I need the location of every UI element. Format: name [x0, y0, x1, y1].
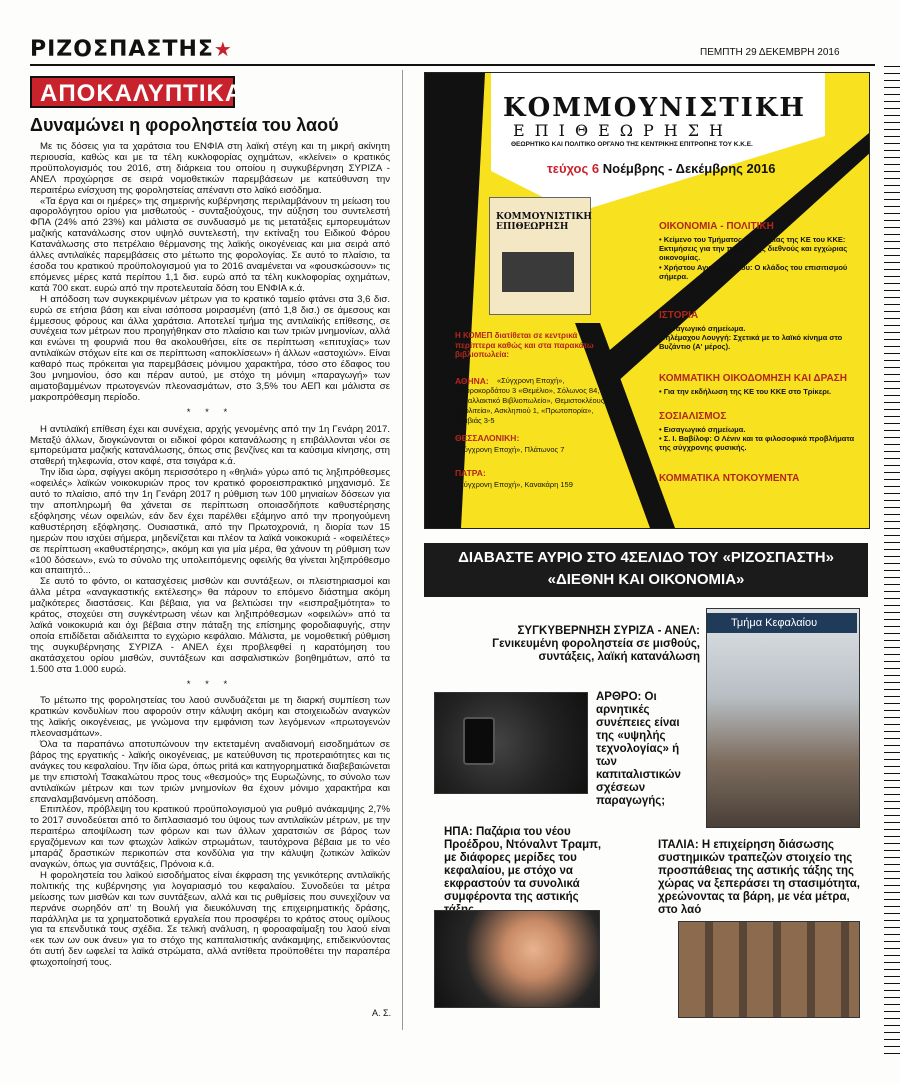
sign-text: Τμήμα Κεφαλαίου — [707, 613, 857, 633]
cover-title: ΚΟΜΜΟΥΝΙΣΤΙΚΗ ΕΠΙΘΕΩΡΗΣΗ — [496, 212, 592, 232]
section-divider: * * * — [186, 678, 234, 690]
ad-section-line: • Κείμενο του Τμήματος Οικονομίας της ΚΕ του ΚΚΕ: Εκτιμήσεις για την πορεία της διεθνούς και εγχώριας οικονομίας. — [659, 235, 848, 262]
car-phone-photo — [434, 692, 588, 794]
paragraph: «Τα έργα και οι ημέρες» της σημερινής κυβέρνησης περιλαμβάνουν τη μείωση του αφορολόγητου ορίου για μισθωτούς - συνταξιούχους, την αύξηση του συντελεστή ΦΠΑ (24% από 23%) και μάλιστα σε συνδυασμό με τις μετατάξεις εμπορευμάτων μαζικής κατανάλωσης στον υψηλό συντελεστή, την εκτίναξη του Ειδικού Φόρου Κατανάλωσης στο πετρέλαιο θέρμανσης της λαϊκής οικογένειας και μια σειρά από άλλες αντιλαϊκές παρεμβάσεις στο μέτωπο της φορολογίας. Σε αυτό το πλαίσιο, τα έσοδα του κρατικού προϋπολογισμού για το 2016 αναμένεται να «φουσκώσουν» τις επόμενες μέρες κατά περίπου 1,1 δισ. ευρώ από τα τέλη κυκλοφορίας οχημάτων, κατά 700 εκατ. ευρώ από την προτελευταία δόση του ΕΝΦΙΑ κ.ά. — [30, 195, 390, 294]
paragraph: Η αντιλαϊκή επίθεση έχει και συνέχεια, αρχής γενομένης από την 1η Γενάρη 2017. Μεταξύ άλλων, διογκώνονται οι ειδικοί φόροι κατανάλωσης η επιβάλλονται νέοι σε εμπορεύματα μαζικής κατανάλωσης, όπως στις βενζίνες και τα καύσιμα κίνησης, στη σταθερή τηλεφωνία, στον καφέ, στα τσιγάρα κ.ά. — [30, 423, 390, 468]
issue-date: ΠΕΜΠΤΗ 29 ΔΕΚΕΜΒΡΗ 2016 — [700, 47, 840, 58]
ad-section-line: • Χρήστου Αγγελόπουλου: Ο κλάδος του επισιτισμού σήμερα. — [659, 263, 848, 281]
column-rule — [402, 70, 403, 1030]
author-signature: Α. Σ. — [372, 1008, 392, 1018]
section-kicker: ΑΠΟΚΑΛΥΠΤΙΚΑ — [30, 76, 235, 108]
masthead — [30, 37, 233, 62]
ad-section-title: ΚΟΜΜΑΤΙΚΗ ΟΙΚΟΔΟΜΗΣΗ ΚΑΙ ΔΡΑΣΗ — [659, 373, 847, 384]
article-body — [30, 142, 390, 1022]
city-address: «Σύγχρονη Εποχή», Κανακάρη 159 — [455, 480, 573, 489]
promo-banner — [424, 543, 868, 597]
ad-section-title: ΚΟΜΜΑΤΙΚΑ ΝΤΟΚΟΥΜΕΝΤΑ — [659, 473, 800, 484]
paragraph: Το μέτωπο της φοροληστείας του λαού συνδυάζεται με τη διαρκή συμπίεση των κρατικών κονδυλίων που αφορούν στην κάλυψη ακόμη και στοιχειωδών αναγκών της λαϊκής οικογένειας, με γνώμονα την εμφάνιση των λεγόμενων «πρωτογενών πλεονασμάτων». — [30, 695, 390, 740]
paragraph: Την ίδια ώρα, σφίγγει ακόμη περισσότερο η «θηλιά» γύρω από τις ληξιπρόθεσμες «οφειλές» λαϊκών νοικοκυριών προς τον κρατικό φοροεισπρακτικό μηχανισμό. Σε αυτό το πλαίσιο, από την 1η Γενάρη 2017 η ρύθμιση των 100 μηνιαίων δόσεων για την αποπληρωμή θα χάνεται σε περίπτωση οποιασδήποτε καθυστέρησης εξόφλησης νέων οφειλών, εάν δεν έχει παρέλθει εξάμηνο από την προηγούμενη καθυστέρηση εξόφλησης. Ουσιαστικά, από την Πρωτοχρονιά, η διορία των 15 ημερών που ισχύει σήμερα, μηδενίζεται και πλέον τα λαϊκά νοικοκυριά - «οφειλέτες» σε περίπτωση «καθυστέρησης», ακόμη και για μία μέρα, θα χάνουν τη ρύθμιση των «100 δόσεων», ενώ το σύνολο της υπολειπόμενης οφειλής θα γίνεται ληξιπρόθεσμο και απαιτητό... — [30, 467, 390, 577]
komep-advertisement — [424, 72, 870, 529]
city-label: ΠΑΤΡΑ: — [455, 468, 486, 478]
paragraph: Με τις δόσεις για τα χαράτσια του ΕΝΦΙΑ στη λαϊκή στέγη και τη μικρή ακίνητη περιουσία, καθώς και με τα τέλη κυκλοφορίας οχημάτων, «κλείνει» ο κρατικός προϋπολογισμός του 2016, στη διάρκεια του οποίου η συγκυβέρνηση ΣΥΡΙΖΑ - ΑΝΕΛ προχώρησε σε σειρά νομοθετικών παρεμβάσεων με κατεύθυνση την περαιτέρω ενίσχυση της φοροληστείας απέναντι στο λαϊκό εισόδημα. — [30, 142, 390, 196]
bank-building-photo — [678, 921, 860, 1018]
city-label: ΘΕΣΣΑΛΟΝΙΚΗ: — [455, 433, 520, 443]
ad-section-line: • Για την εκδήλωση της ΚΕ του ΚΚΕ στο Τρίκερι. — [659, 387, 832, 396]
black-stripe — [425, 73, 485, 528]
ad-title: ΚΟΜΜΟΥΝΙΣΤΙΚΗ — [503, 93, 806, 123]
caption-italy: ΙΤΑΛΙΑ: Η επιχείρηση διάσωσης συστημικών τραπεζών στοιχείο της προσπάθειας της αστικής τάξης της χώρας να ξεπεράσει τη στασιμότητα, χρεώνοντας τα βάρη, με νέα μέτρα, στο λαό — [658, 839, 860, 916]
city-address: «Σύγχρονη Εποχή», Μαυροκορδάτου 3 «Θεμέλιο», Σόλωνος 84, «Εναλλακτικό Βιβλιοπωλείο», Θεμιστοκλέους 37 «Πολιτεία», Ασκληπιού 1, «Πρωτοπορία», Γραβιάς 3-5 — [455, 376, 615, 425]
issue-dates: Νοέμβρης - Δεκέμβρης 2016 — [602, 161, 776, 176]
ad-section-title: ΣΟΣΙΑΛΙΣΜΟΣ — [659, 411, 727, 422]
magazine-cover-image — [489, 197, 591, 315]
paragraph: Σε αυτό το φόντο, οι κατασχέσεις μισθών και συντάξεων, οι πλειστηριασμοί και άλλα μέτρα «αναγκαστικής εκτέλεσης» θα πάρουν το επόμενο διάστημα ακόμη μαζικότερες διαστάσεις. Και βέβαια, για να βελτιώσει την «εισπραξιμότητα» το κράτος, στοχεύει στη συγκέντρωση νέων και ληξιπρόθεσμων «οφειλών» από τα λαϊκά νοικοκυριά και όχι βέβαια στην πάταξη της επίσημης φοροδιαφυγής, στην οποία επιδίδεται αδιάλειπτα το εγχώριο κεφάλαιο. Μάλιστα, με νομοθετική ρύθμιση της συγκυβέρνησης ΣΥΡΙΖΑ - ΑΝΕΛ έχει προβλεφθεί η καρατόμηση του ακατάσχετου ορίου μισθών, συντάξεων και ασφαλιστικών βοηθημάτων, από τα 1.500 στα 1.000 ευρώ. — [30, 576, 390, 675]
cover-photo — [502, 252, 574, 292]
ad-section-line: • Εισαγωγικό σημείωμα. — [659, 324, 746, 333]
ad-section-line: •Τηλέμαχου Λουγγή: Σχετικά με το λαϊκό κίνημα στο Βυζάντιο (Α' μέρος). — [659, 333, 843, 351]
header-rule — [30, 64, 875, 66]
paragraph: Η φοροληστεία του λαϊκού εισοδήματος είναι έκφραση της γενικότερης αντιλαϊκής πολιτικής της κυβέρνησης για λογαριασμό του κεφαλαίου. Συνοδεύει τα μέτρα μείωσης των μισθών και των συντάξεων, αλλά και τις ρυθμίσεις που συνεχίζουν να περνάνε σωρηδόν απ' τη Βουλή για διευκόλυνση της επιχειρηματικής δράσης, παράλληλα με τα χρηματοδοτικά εργαλεία που προσφέρει το κράτος στους ομίλους για τα επενδυτικά τους σχέδια. Σε τελική ανάλυση, η φοροαφαίμαξη του λαού είναι «εκ των ων ουκ άνευ» για το στόχο της καπιταλιστικής ανάκαμψης, επιδεικνύοντας ότι αυτή δεν ωφελεί τα λαϊκά στρώματα, αλλά αντίθετα προϋποθέτει την παραπέρα φτωχοποίησή τους. — [30, 869, 390, 969]
ad-issue — [547, 161, 775, 176]
banner-line: «ΔΙΕΘΝΗ ΚΑΙ ΟΙΚΟΝΟΜΙΑ» — [547, 571, 745, 588]
ad-section-line: • Εισαγωγικό σημείωμα. — [659, 425, 746, 434]
ad-section-title: ΙΣΤΟΡΙΑ — [659, 310, 699, 321]
trump-photo — [434, 910, 600, 1008]
paragraph: Όλα τα παραπάνω αποτυπώνουν την εκτεταμένη αναδιανομή εισοδημάτων σε βάρος της εργατικής - λαϊκής οικογένειας, με κατεύθυνση τις προτεραιότητες και τις ανάγκες του κεφαλαίου. Την ίδια ώρα, όπως pritá και κατηγορηματικά διαβεβαιώνεται με την επιστολή Τσακαλώτου προς τους «θεσμούς» της Ευρωζώνης, το σύνολο των αντιλαϊκών μέτρων και των τριών μνημονίων θα έχουν μόνιμο χαρακτήρα και επαναλαμβανόμενη απόδοση. — [30, 739, 390, 805]
banner-line: ΔΙΑΒΑΣΤΕ ΑΥΡΙΟ ΣΤΟ 4ΣΕΛΙΔΟ ΤΟΥ «ΡΙΖΟΣΠΑΣΤΗ» — [458, 549, 834, 566]
ad-section-title: ΟΙΚΟΝΟΜΙΑ - ΠΟΛΙΤΙΚΗ — [659, 221, 774, 232]
caption-usa: ΗΠΑ: Παζάρια του νέου Προέδρου, Ντόναλντ Τραμπ, με διάφορες μερίδες του κεφαλαίου, με στόχο να εκφραστούν τα συνολικά συμφέροντα της αστικής — [444, 826, 602, 903]
ad-tagline: ΘΕΩΡΗΤΙΚΟ ΚΑΙ ΠΟΛΙΤΙΚΟ ΟΡΓΑΝΟ ΤΗΣ ΚΕΝΤΡΙΚΗΣ ΕΠΙΤΡΟΠΗΣ ΤΟΥ Κ.Κ.Ε. — [511, 141, 753, 148]
issue-number: τεύχος 6 — [547, 161, 600, 176]
page-edge-barcode — [884, 60, 900, 1060]
section-divider: * * * — [186, 406, 234, 418]
ad-section-line: • Σ. Ι. Βαβίλοφ: Ο Λένιν και τα φιλοσοφικά προβλήματα της σύγχρονης φυσικής. — [659, 434, 855, 452]
newspaper-title: ΡΙΖΟΣΠΑΣΤΗΣ — [30, 37, 214, 62]
paragraph: Επιπλέον, πρόβλεψη του κρατικού προϋπολογισμού για ρυθμό ανάκαμψης 2,7% το 2017 συνοδεύεται από το διπλασιασμό του ύψους των αντιλαϊκών μέτρων, με την περαιτέρω αποψίλωση των φόρων και των άλλων χαρατσιών σε βάρος των εργαζόμενων και των φτωχών λαϊκών στρωμάτων, ταυτόχρονα βέβαια με το νέο μπαράζ δραστικών περικοπών στα κονδύλια για την κάλυψη ζωτικών λαϊκών αναγκών, όπως για συντάξεις, Πρόνοια κ.ά. — [30, 804, 390, 870]
ad-subtitle-title: ΕΠΙΘΕΩΡΗΣΗ — [513, 121, 733, 140]
caption-article: ΑΡΘΡΟ: Οι αρνητικές συνέπειες είναι της «υψηλής τεχνολογίας» ή των καπιταλιστικών σχέσεων παραγωγής; — [596, 691, 681, 807]
queue-photo — [706, 608, 860, 828]
article-headline: Δυναμώνει η φοροληστεία του λαού — [30, 115, 339, 135]
paragraph: Η απόδοση των συγκεκριμένων μέτρων για το κρατικό ταμείο φτάνει στα 3,6 δισ. ευρώ σε ετήσια βάση και είναι ισόποσα μοιρασμένη (από 1,8 δισ.) σε άμεσους και έμμεσους φόρους και άλλα χαράτσια. Αποτελεί τμήμα της αντιλαϊκής επίθεσης, σε συνέχεια των μέτρων που προηγήθηκαν στο πλαίσιο και των τριών μνημονίων, αλλά και ενώνει τη φουρνιά που θα ακολουθήσει, είτε σε περίπτωση «επιτυχίας» των αντιλαϊκών στόχων είτε και σε περίπτωση «αποκλίσεων» ή άλλων «αστοχιών». Είναι καθαρό πως πρόκειται για παρεμβάσεις μόνιμου χαρακτήρα, τόσο στο έδαφος του 3ου μνημονίου, όσο και πέραν αυτού, με στόχο τη μόνιμη «παραγωγή» των αιματοβαμμένων πρωτογενών πλεονασμάτων, στο 3,5% του ΑΕΠ και μάλιστα σε μακροπρόθεσμη περίοδο. — [30, 293, 390, 403]
caption-coalition: ΣΥΓΚΥΒΕΡΝΗΣΗ ΣΥΡΙΖΑ - ΑΝΕΛ: Γενικευμένη φοροληστεία σε μισθούς, συντάξεις, λαϊκή κατανάλωση — [492, 625, 700, 663]
komep-availability: Η ΚΟΜΕΠ διατίθεται σε κεντρικά περίπτερα καθώς και στα παρακάτω βιβλιοπωλεία: — [455, 331, 594, 359]
city-address: «Σύγχρονη Εποχή», Πλάτωνος 7 — [455, 445, 565, 454]
star-icon: ★ — [213, 37, 233, 61]
city-label: ΑΘΗΝΑ: — [455, 376, 489, 386]
phone-icon — [463, 717, 495, 765]
